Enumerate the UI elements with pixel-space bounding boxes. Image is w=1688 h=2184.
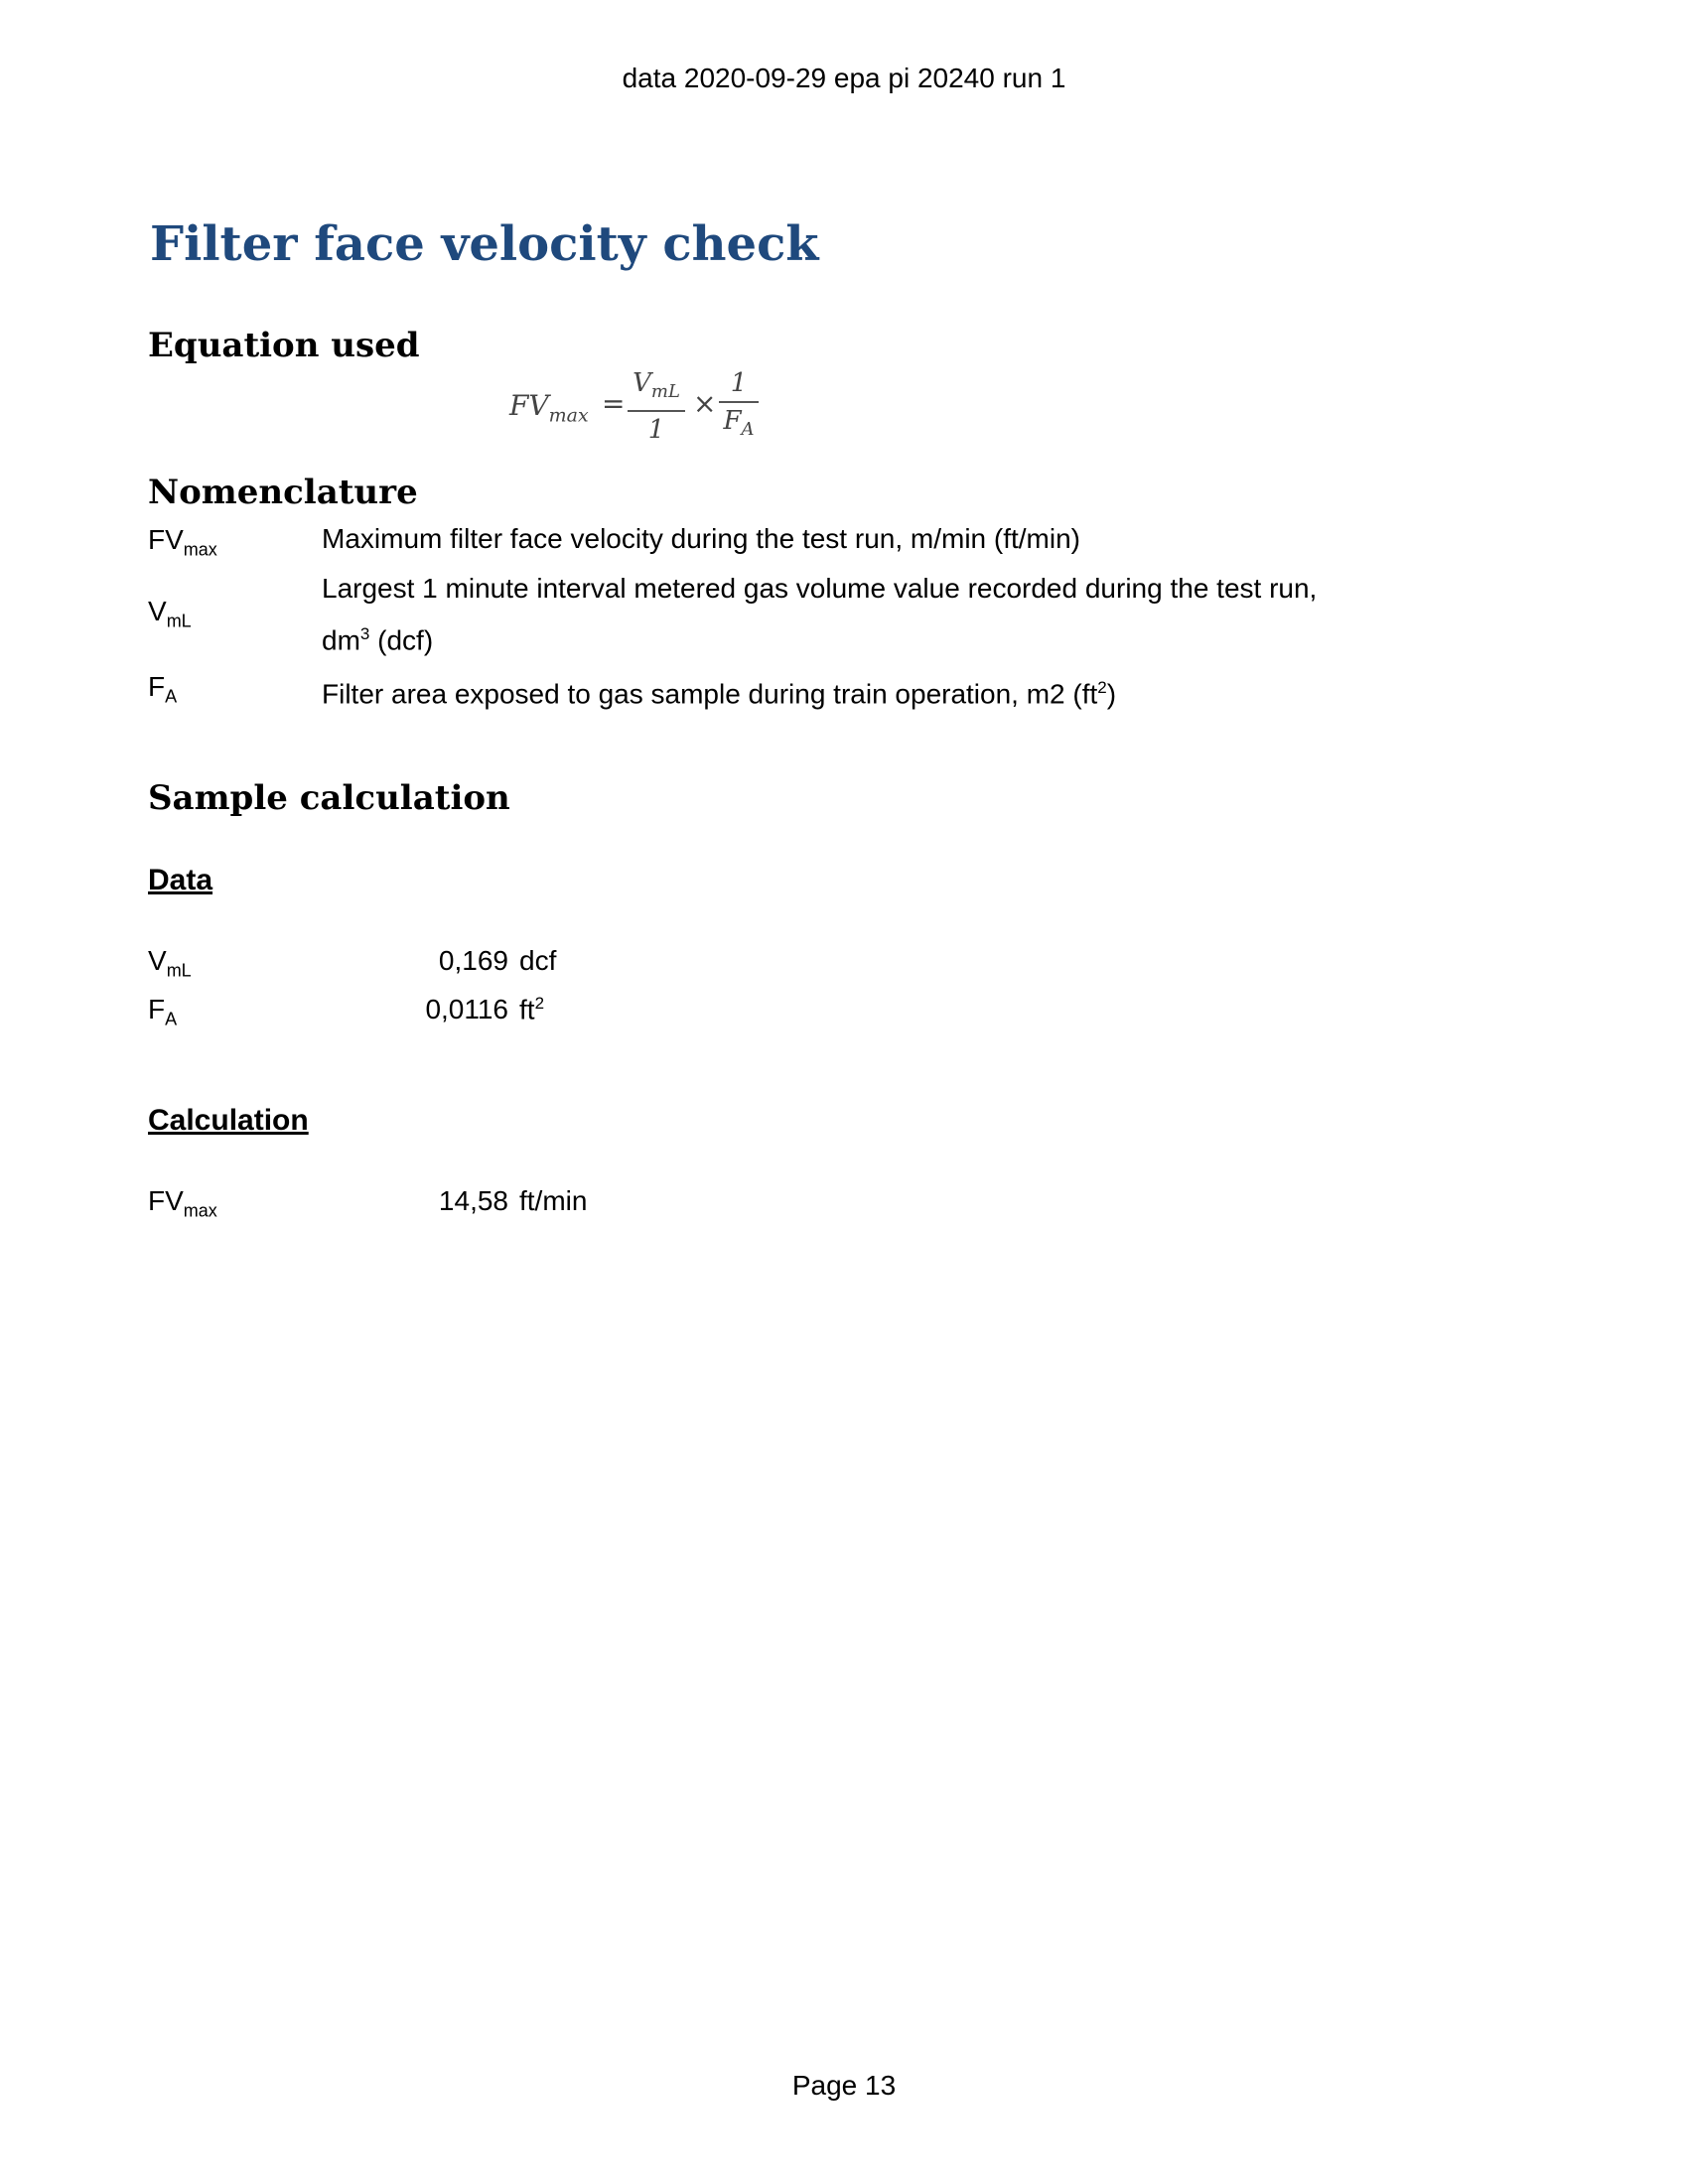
data-unit-fa: [519, 994, 544, 1025]
fraction-denominator: 1: [628, 410, 685, 448]
nomenclature-desc-fa: [322, 665, 1454, 717]
fraction-1-over-fa: [719, 365, 759, 448]
desc-unit: dm: [322, 624, 360, 656]
data-symbol-vml: [148, 945, 192, 982]
sample-calculation-heading: Sample calculation: [148, 778, 510, 818]
symbol-subscript: A: [165, 1009, 178, 1029]
numerator-subscript: mL: [650, 381, 680, 403]
nomenclature-desc-vml: [322, 566, 1493, 663]
symbol-text: FV: [148, 524, 184, 555]
denominator-subscript: A: [741, 419, 755, 441]
fraction-numerator: [628, 365, 685, 410]
calc-value-fvmax: 14,58: [438, 1185, 508, 1216]
calc-unit-fvmax: ft/min: [519, 1185, 588, 1216]
fraction-numerator: 1: [730, 368, 748, 398]
symbol-subscript: mL: [166, 960, 192, 981]
equals-sign: =: [602, 387, 626, 420]
nomenclature-symbol-vml: [148, 596, 192, 632]
nomenclature-desc-fvmax: Maximum filter face velocity during the test run, m/min (ft/min): [322, 523, 1080, 554]
desc-unit-alt: (dcf): [369, 624, 434, 656]
unit-superscript: 2: [534, 994, 545, 1013]
equation-heading: Equation used: [148, 326, 420, 365]
data-value-fa: 0,0116: [425, 994, 508, 1024]
multiply-sign: ×: [693, 387, 717, 420]
symbol-subscript: max: [183, 1200, 217, 1221]
desc-text-end: ): [1106, 678, 1117, 710]
nomenclature-heading: Nomenclature: [148, 473, 418, 512]
page-title: Filter face velocity check: [150, 216, 819, 272]
data-value-vml: 0,169: [438, 945, 508, 976]
symbol-text: V: [148, 596, 167, 626]
desc-line-1: Largest 1 minute interval metered gas volume value recorded during the test run,: [322, 573, 1318, 604]
symbol-subscript: mL: [166, 611, 192, 631]
data-heading: Data: [148, 864, 213, 896]
page-number: Page 13: [791, 2070, 897, 2101]
page-header: data 2020-09-29 epa pi 20240 run 1: [622, 63, 1066, 93]
desc-superscript: 2: [1097, 678, 1107, 697]
calc-symbol-fvmax: [148, 1185, 217, 1222]
unit-text: ft: [519, 994, 535, 1025]
equation-lhs-symbol: FV: [509, 389, 549, 422]
equation-lhs-subscript: max: [548, 404, 589, 427]
symbol-subscript: A: [165, 686, 178, 707]
calculation-heading: Calculation: [148, 1104, 309, 1137]
symbol-text: FV: [148, 1185, 184, 1216]
fraction-vml-over-1: [628, 365, 685, 448]
nomenclature-symbol-fvmax: [148, 524, 217, 561]
desc-text: Filter area exposed to gas sample during train operation, m2 (ft: [322, 678, 1098, 710]
numerator-symbol: V: [633, 368, 651, 398]
equation: [506, 365, 765, 449]
equation-lhs: [509, 389, 589, 427]
data-symbol-fa: [148, 994, 177, 1030]
data-unit-vml: dcf: [519, 945, 557, 976]
symbol-subscript: max: [183, 539, 217, 560]
symbol-text: F: [148, 671, 166, 702]
symbol-text: F: [148, 994, 166, 1024]
desc-line-2: [322, 612, 1493, 663]
denominator-symbol: F: [723, 406, 742, 436]
fraction-denominator: [719, 401, 759, 448]
symbol-text: V: [148, 945, 167, 976]
desc-superscript: 3: [359, 624, 370, 643]
nomenclature-symbol-fa: [148, 671, 177, 708]
